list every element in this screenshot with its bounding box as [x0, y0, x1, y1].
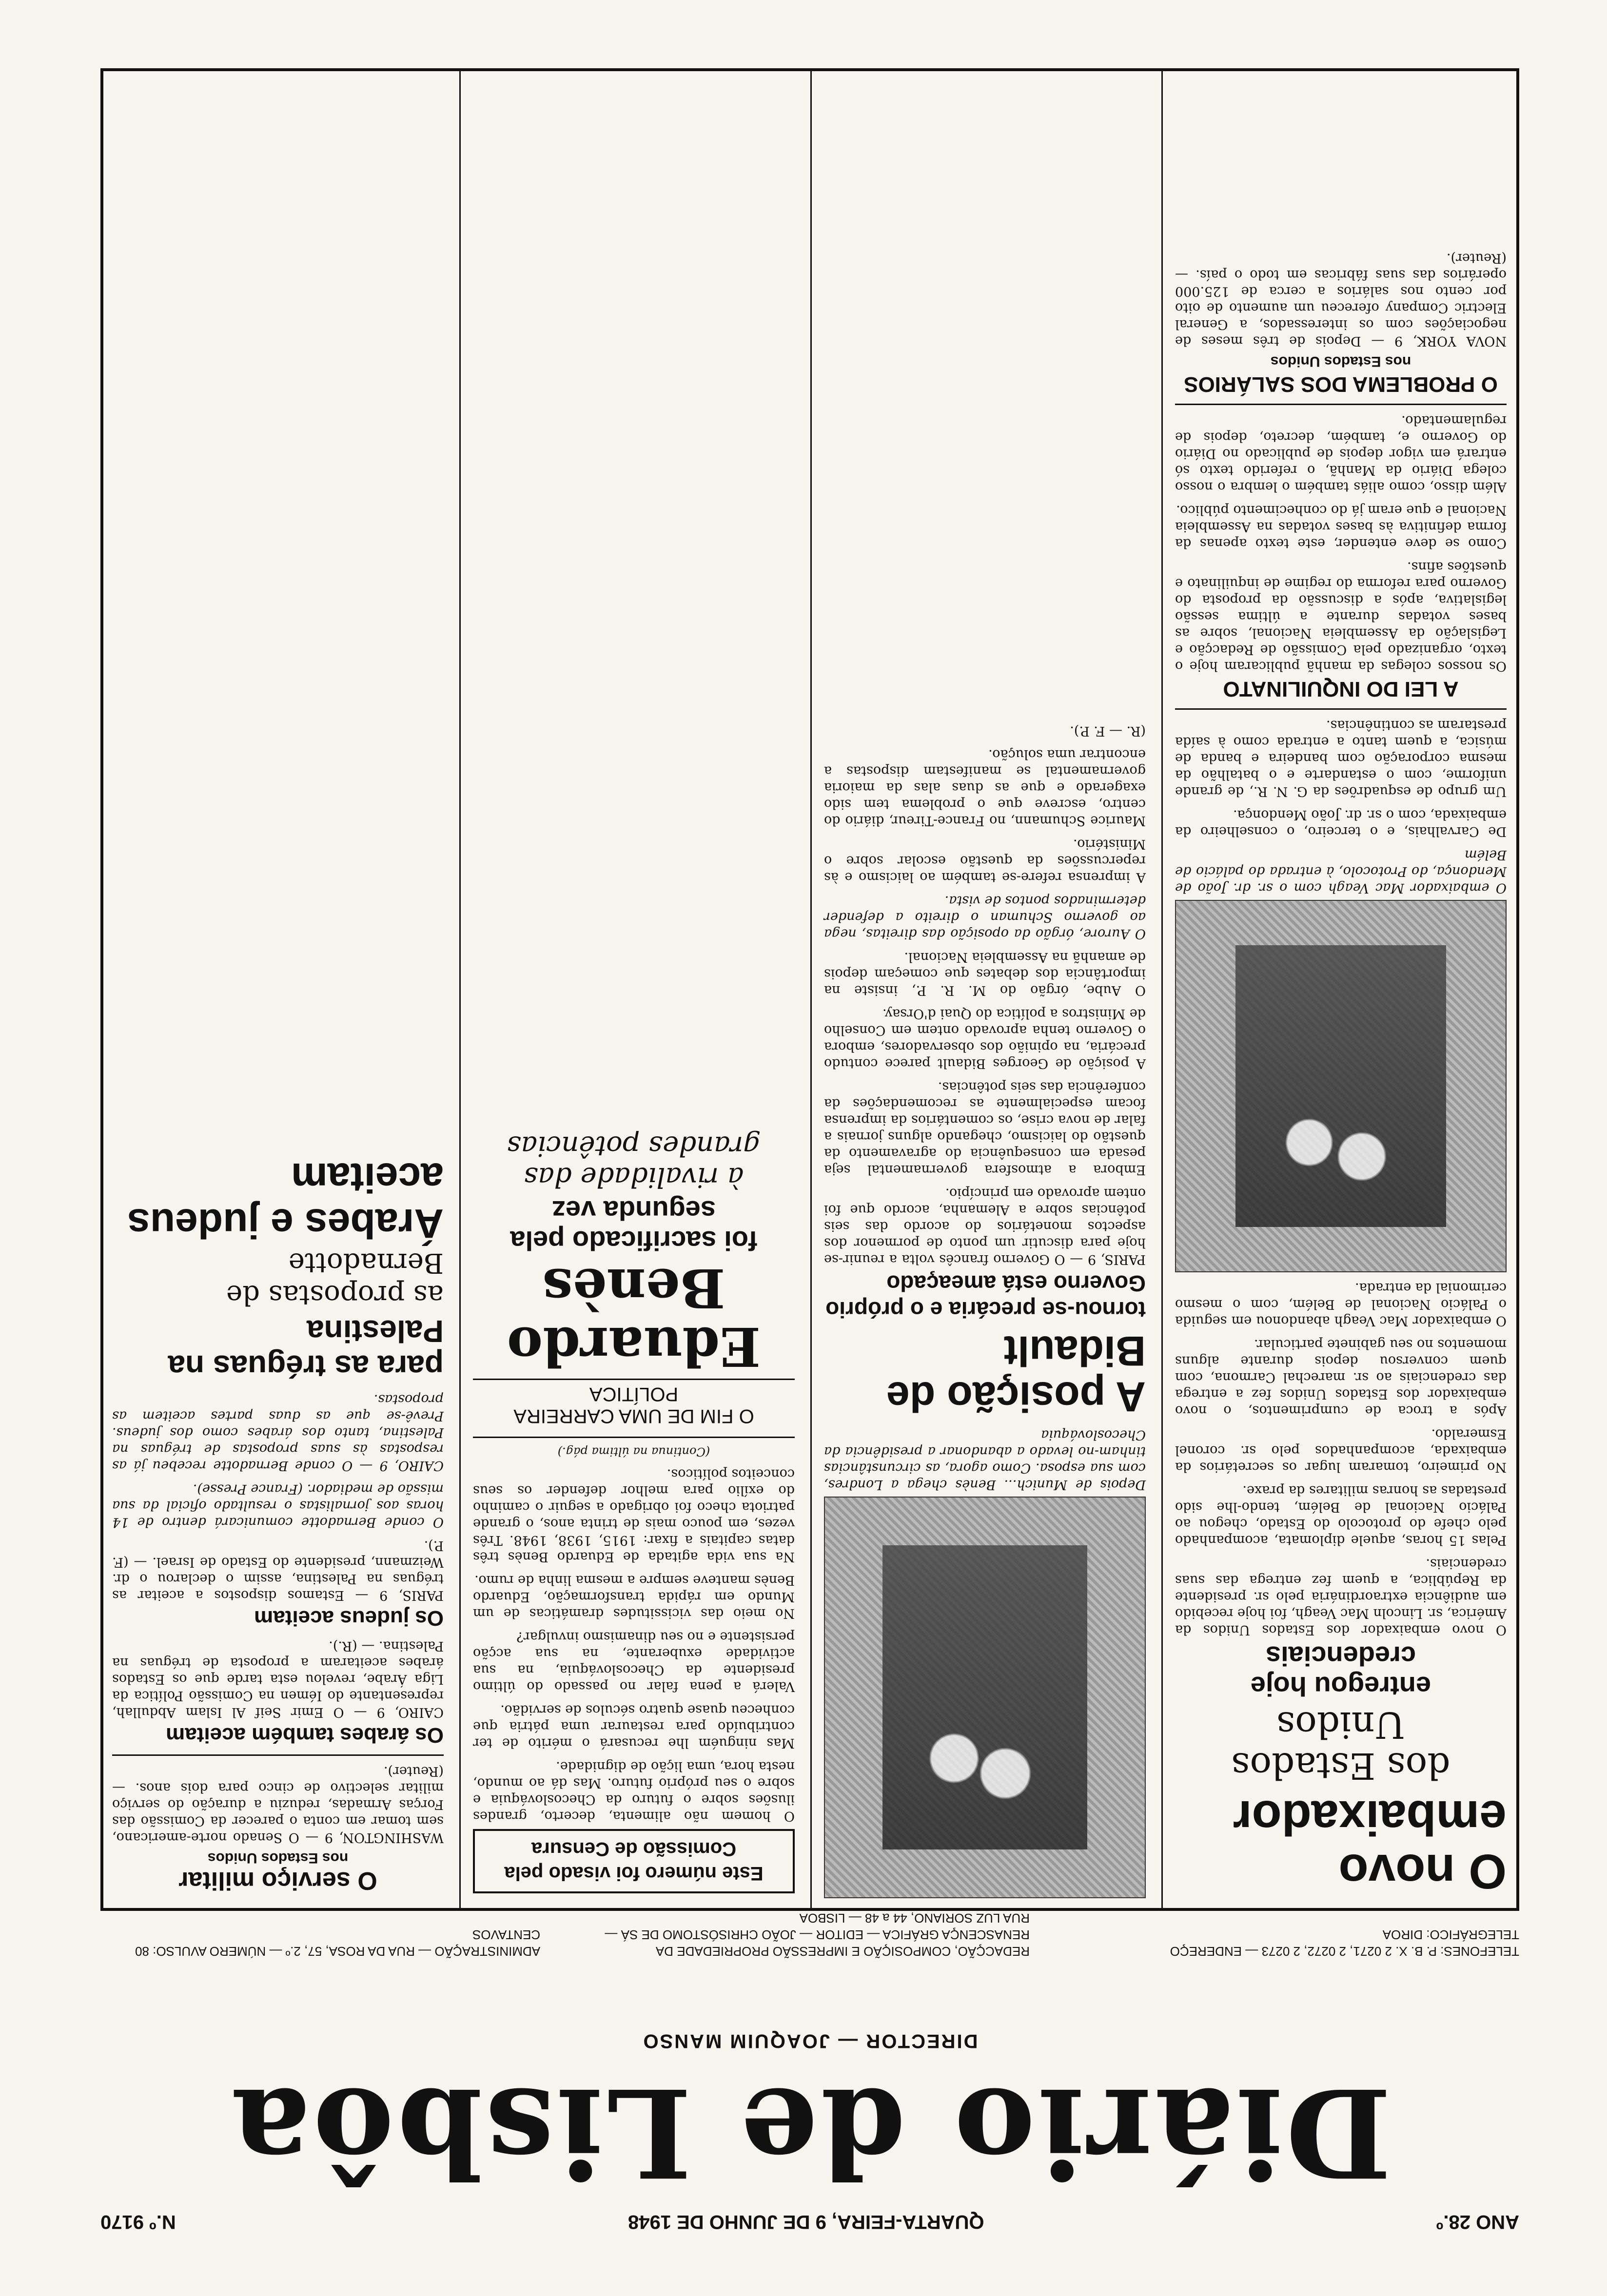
newspaper-name: Diário de Lisbôa [228, 2061, 1392, 2204]
masthead-info-row [100, 2211, 1519, 2233]
continuation-note: (Continua na última pág.) [557, 1445, 710, 1459]
headline-servico-militar: O serviço militar [178, 1867, 377, 1895]
column-benes [463, 71, 804, 1908]
issue-year: ANO 28.º [1436, 2211, 1519, 2233]
photo-caption: Depois de Munich... Benès chega a Londres, com sua esposa. Como agora, as circunstâncias tinham-no levado a abandonar a presidência da Checoslováquia [824, 1427, 1146, 1492]
article-paragraph: A posição de Georges Bidault parece contudo precária, na opinião dos observadores, embora o Governo tenha aprovado ontem em Conselho de Ministros a política do Quai d'Orsay. [824, 1006, 1146, 1071]
photo-benes-londres [824, 1497, 1146, 1898]
front-page-frame [100, 68, 1519, 1911]
divider [112, 1754, 444, 1756]
article-paragraph: O Aurore, órgão da oposição das direitas, nega ao governo Schuman o direito a defender determinados pontos de vista. [824, 893, 1146, 941]
column-embassador [1165, 71, 1516, 1908]
subhead-sacrificado: foi sacrificado pela segunda vez [510, 1195, 758, 1256]
headline-arabes-judeus: Árabes e judeus aceitam [127, 1155, 444, 1246]
article-paragraph: Na sua vida agitada de Eduardo Benès três datas capitais a fixar: 1915, 1938, 1948. Três vezes, em pouco mais de trinta anos, o grande patriota checo foi obrigado a seguir o caminho do exílio para melhor defender os seus conceitos políticos. [473, 1466, 795, 1564]
subhead: nos Estados Unidos [207, 1850, 349, 1866]
issue-number: N.º 9170 [100, 2211, 176, 2233]
article-paragraph: Pelas 15 horas, aquele diplomata, acompanhado pelo chefe do protocolo do Estado, chegou ao Palácio Nacional de Belém, tendo-lhe sido prestadas as honras militares da praxe. [1175, 1483, 1507, 1548]
imprint-phones: TELEFONES: P. B. X. 2 0271, 2 0272, 2 0273 — ENDEREÇO TELEGRÁFICO: DIROA [1170, 1927, 1519, 1959]
subhead-estados-unidos: dos Estados Unidos [1231, 1704, 1450, 1787]
article-paragraph: PARIS, 9 — Estamos dispostos a aceitar as tréguas na Palestina, assim o declarou o dr. Weizmann, presidente do Estado de Israel. — (F. P.). [112, 1538, 444, 1603]
article-paragraph: Maurice Schumann, no France-Tireur, diário do centro, escreve que o problema tem sido exagerado e que as duas alas da maioria governamental se manifestam dispostas a encontrar uma solução. [824, 747, 1146, 828]
column-palestina [102, 71, 453, 1908]
article-paragraph: NOVA YORK, 9 — Depois de três meses de negociações com os interessados, a General Electric Company ofereceu um aumento de oito por cento nos salários a cerca de 125.000 operários das suas fábricas em todo o país. — (Reuter). [1175, 251, 1507, 349]
subhead-treguas-palestina: para as tréguas na Palestina [168, 1314, 444, 1384]
article-paragraph: PARIS, 9 — O Governo francês volta a reunir-se hoje para discutir um ponto de pormenor dos aspectos monetários do acordo das seis potências sobre a Alemanha, acordo que foi ontem aprovado em princípio. [824, 1186, 1146, 1267]
subhead-credenciais: entregou hoje credenciais [1250, 1641, 1431, 1702]
headline-eduardo-benes: Eduardo Benès [507, 1257, 761, 1378]
article-paragraph: De Carvalhais, e o terceiro, o conselheiro da embaixada, com o sr. dr. João Mendonça. [1175, 807, 1507, 839]
masthead [100, 1960, 1519, 2233]
headline-posicao-bidault: A posição de Bidault [886, 1327, 1146, 1420]
article-paragraph: Após a troca de cumprimentos, o novo embaixador dos Estados Unidos fez a entrega das credenciais ao sr. marechal Carmona, com quem conversou depois durante alguns momentos no seu gabinete particular. [1175, 1337, 1507, 1418]
headline-novo-embaixador: O novo embaixador [1233, 1790, 1507, 1899]
imprint-admin: ADMINISTRAÇÃO — RUA DA ROSA, 57, 2.º — NÚMERO AVULSO: 80 CENTAVOS [135, 1927, 541, 1959]
article-paragraph: No primeiro, tomaram lugar os secretários da embaixada, acompanhados pelo sr. coronel Esmeraldo. [1175, 1426, 1507, 1475]
issue-date: QUARTA-FEIRA, 9 DE JUNHO DE 1948 [628, 2211, 984, 2233]
article-paragraph: Valerá a pena falar no passado do último presidente da Checoslováquia, na sua actividade exuberante, na sua acção persistente e no seu dinamismo invulgar? [473, 1629, 795, 1694]
headline-arabes-aceitam: Os árabes também aceitam [166, 1723, 444, 1747]
article-paragraph: Um grupo de esquadrões da G. N. R., de grande uniforme, com o estandarte e o batalhão da mesma corporação com bandeira e banda de música, a quem tanto a entrada como à saída prestaram as continências. [1175, 718, 1507, 799]
column-rule [810, 71, 812, 1908]
subhead: nos Estados Unidos [1270, 353, 1411, 370]
article-paragraph: Mas ninguém lhe recusará o mérito de ter contribuído para restaurar uma pátria que conheceu quase quatro séculos de servidão. [473, 1702, 795, 1751]
subhead-governo-ameacado: tornou-se precária e o próprio Governo está ameaçado [825, 1271, 1146, 1323]
article-paragraph: Embora a atmosfera governamental seja pesada em consequência do agravamento da questão do laicismo, chegando alguns jornais a falar de nova crise, os comentários da imprensa focam especialmente as recomendações da conferência das seis potências. [824, 1079, 1146, 1177]
censorship-notice: Este número foi visado pela Comissão de Censura [473, 1829, 795, 1893]
article-paragraph: Além disso, como aliás também o lembra o nosso colega Diário da Manhã, o referido texto só entrará em vigor depois de publicado no Diário do Governo e, também, decreto, depois de regulamentado. [1175, 413, 1507, 494]
divider [473, 1437, 795, 1438]
article-paragraph: A imprensa refere-se também ao laicismo e às repercussões da questão escolar sobre o Ministério. [824, 837, 1146, 885]
article-paragraph: O novo embaixador dos Estados Unidos da América, sr. Lincoln Mac Veagh, foi hoje recebido em audiência extraordinária pelo sr. presidente da República, a quem fez entrega das suas credenciais. [1175, 1556, 1507, 1637]
article-paragraph: Os nossos colegas da manhã publicaram hoje o texto, organizado pela Comissão de Redacção e Legislação da Assembleia Nacional, sobre as bases votadas durante a última sessão legislativa, após a discussão da proposta do Governo para reforma do regime de inquilinato e questões afins. [1175, 559, 1507, 674]
headline-problema-salarios: O PROBLEMA DOS SALÁRIOS [1184, 372, 1498, 396]
divider [1175, 708, 1507, 710]
photo-caption: O embaixador Mac Veagh com o sr. dr. João de Mendonça, do Protocolo, à entrada do palácio de Belém [1175, 847, 1507, 895]
imprint-editor: REDACÇÃO, COMPOSIÇÃO E IMPRESSÃO PROPRIEDADE DA RENASCENÇA GRÁFICA — EDITOR — JOÃO CHRISÓSTOMO DE SÁ — RUA LUZ SORIANO, 44 a 48 — LISBOA [605, 1911, 1030, 1959]
article-paragraph: O homem não alimenta, decerto, grandes ilusões sobre o futuro da Checoslováquia e sobre o seu próprio futuro. Mas dá ao mundo, nesta hora, uma lição de dignidade. [473, 1759, 795, 1824]
article-paragraph: Como se deve entender, este texto apenas da forma definitiva às bases votadas na Assembleia Nacional e que eram já do conhecimento público. [1175, 503, 1507, 551]
kicker-fim-carreira: O FIM DE UMA CARREIRA POLÍTICA [473, 1379, 795, 1430]
divider [1175, 404, 1507, 405]
article-paragraph: WASHINGTON, 9 — O Senado norte-americano, sem tomar em conta o parecer da Comissão das Forças Armadas, reduziu a duração do serviço militar selectivo de cinco para dois anos. — (Reuter). [112, 1764, 444, 1845]
photo-embaixador [1175, 900, 1507, 1272]
column-rule [459, 71, 461, 1908]
subhead-propostas-bernadotte: as propostas de Bernadotte [226, 1247, 444, 1311]
article-signoff: (R. — F. P.). [1070, 723, 1146, 739]
column-rule [1161, 71, 1163, 1908]
article-paragraph: O Aube, órgão do M. R. P., insiste na importância dos debates que começam depois de amanhã na Assembleia Nacional. [824, 950, 1146, 998]
article-paragraph: CAIRO, 9 — O Emir Seif Al Islam Abdullah, representante do Iémen na Comissão Política da Liga Árabe, revelou esta tarde que os Estados árabes aceitaram a proposta de tréguas na Palestina. — (R.). [112, 1638, 444, 1720]
article-paragraph: O embaixador Mac Veagh abandonou em seguida o Palácio Nacional de Belém, com o mesmo cerimonial da entrada. [1175, 1280, 1507, 1328]
article-paragraph: O conde Bernadotte comunicará dentro de 14 horas aos jornalistas o resultado oficial da sua missão de mediador. (France Presse). [112, 1481, 444, 1530]
director-line: DIRECTOR — JOAQUIM MANSO [642, 2030, 978, 2052]
column-bidault [814, 71, 1156, 1908]
headline-judeus-aceitam: Os judeus aceitam [254, 1606, 444, 1630]
headline-lei-inquilinato: A LEI DO INQUILINATO [1223, 677, 1459, 701]
imprint-bar [100, 1911, 1519, 1960]
article-paragraph: CAIRO, 9 — O conde Bernadotte recebeu já as respostas às suas propostas de tréguas na Palestina, tanto dos árabes como dos judeus. Prevê-se que as duas partes aceitem as propostas. [112, 1392, 444, 1473]
article-paragraph: No meio das vicissitudes dramáticas de um Mundo em rápida transformação, Eduardo Benès manteve sempre a mesma linha de rumo. [473, 1573, 795, 1621]
subhead-rivalidade: à rivalidade das grandes potências [507, 1130, 761, 1193]
